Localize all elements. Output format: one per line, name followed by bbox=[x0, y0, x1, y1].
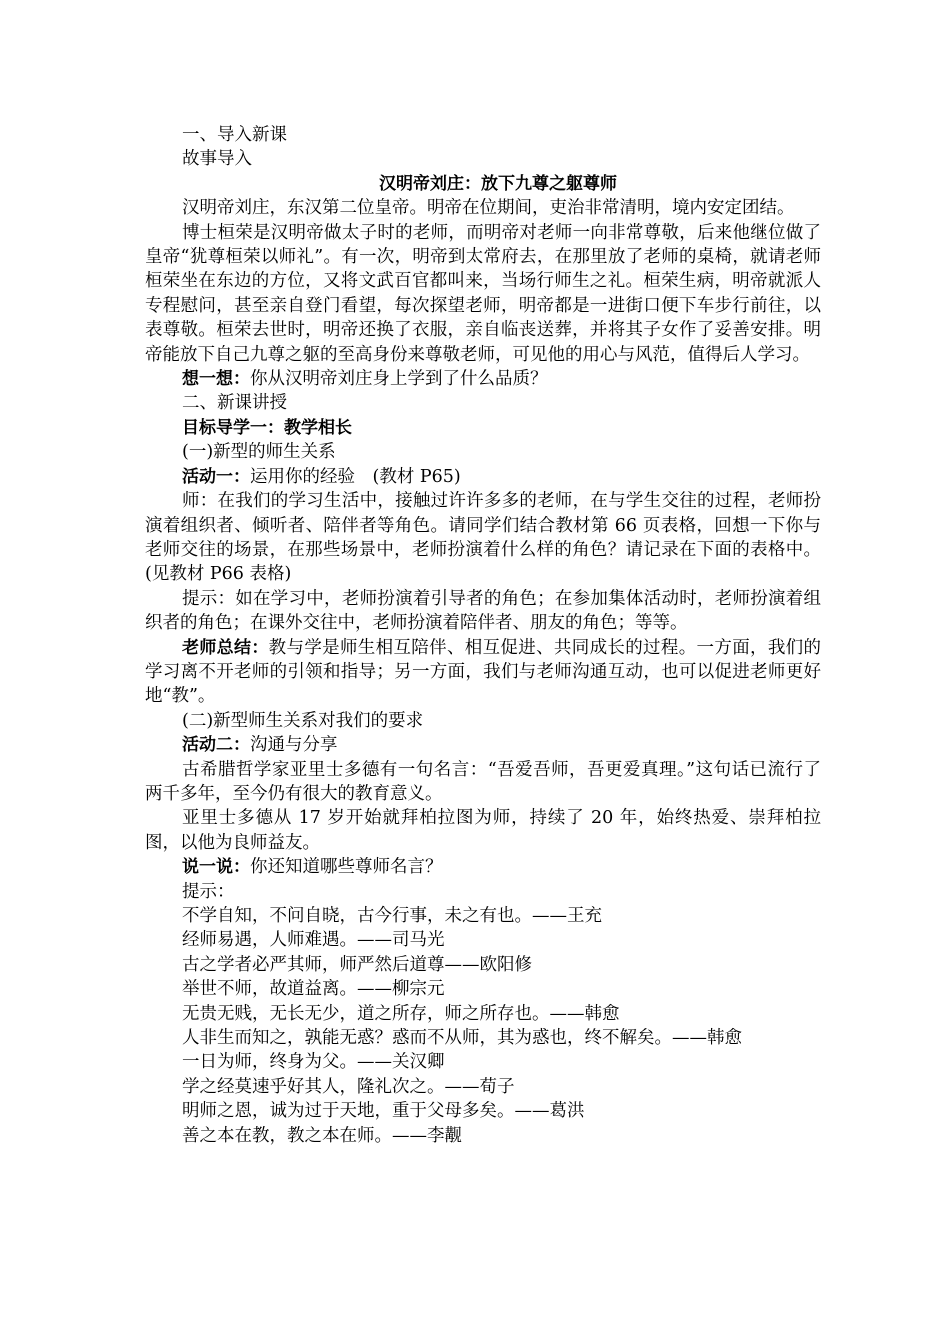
subsection-heading-2: (二)新型师生关系对我们的要求 bbox=[182, 710, 424, 731]
document-body bbox=[145, 123, 821, 1148]
quote-item: 古之学者必严其师，师严然后道尊——欧阳修 bbox=[182, 954, 532, 975]
activity-1 bbox=[145, 465, 821, 489]
aristotle-paragraph-2: 亚里士多德从 17 岁开始就拜柏拉图为师，持续了 20 年，始终热爱、崇拜柏拉图，以他为良师益友。 bbox=[145, 808, 821, 853]
quotes-hint-label: 提示： bbox=[182, 881, 235, 902]
quote-item: 不学自知，不问自晓，古今行事，未之有也。——王充 bbox=[182, 906, 602, 926]
say-label: 说一说： bbox=[182, 857, 250, 878]
section-heading-lesson: 二、新课讲授 bbox=[182, 393, 287, 414]
say-question bbox=[145, 855, 821, 879]
story-paragraph-2: 博士桓荣是汉明帝做太子时的老师，而明帝对老师一向非常尊敬，后来他继位做了皇帝“犹尊桓荣以师礼”。有一次，明帝到太常府去，在那里放了老师的桌椅，就请老师桓荣坐在东边的方位，又将文武百官都叫来，当场行师生之礼。桓荣生病，明帝就派人专程慰问，甚至亲自登门看望，每次探望老师，明帝都是一进街口便下车步行前往，以表尊敬。桓荣去世时，明帝还换了衣服，亲自临丧送葬，并将其子女作了妥善安排。明帝能放下自己九尊之躯的至高身份来尊敬老师，可见他的用心与风范，值得后人学习。 bbox=[145, 222, 821, 365]
story-title: 汉明帝刘庄：放下九尊之躯尊师 bbox=[379, 173, 617, 194]
activity-2-text: 沟通与分享 bbox=[250, 735, 338, 756]
aristotle-paragraph-1: 古希腊哲学家亚里士多德有一句名言：“吾爱吾师，吾更爱真理。”这句话已流行了两千多年，至今仍有很大的教育意义。 bbox=[145, 759, 821, 804]
quote-item: 人非生而知之，孰能无惑？惑而不从师，其为惑也，终不解矣。——韩愈 bbox=[182, 1028, 742, 1049]
activity-2-label: 活动二： bbox=[182, 735, 250, 756]
activity-1-label: 活动一： bbox=[182, 466, 250, 487]
quote-item: 无贵无贱，无长无少，道之所存，师之所存也。——韩愈 bbox=[182, 1003, 620, 1024]
subsection-heading-1: (一)新型的师生关系 bbox=[182, 442, 336, 463]
think-text: 你从汉明帝刘庄身上学到了什么品质？ bbox=[250, 369, 548, 390]
quote-item: 一日为师，终身为父。——关汉卿 bbox=[182, 1052, 445, 1073]
teacher-paragraph: 师：在我们的学习生活中，接触过许许多多的老师，在与学生交往的过程，老师扮演着组织者、倾听者、陪伴者等角色。请同学们结合教材第 66 页表格，回想一下你与老师交往的场景，在那些场景中，老师扮演着什么样的角色？请记录在下面的表格中。(见教材 P66 表格) bbox=[145, 491, 821, 585]
quote-item: 学之经莫速乎好其人，隆礼次之。——荀子 bbox=[182, 1076, 515, 1097]
quote-item: 经师易遇，人师难遇。——司马光 bbox=[182, 930, 445, 951]
activity-2 bbox=[145, 733, 821, 757]
say-text: 你还知道哪些尊师名言？ bbox=[250, 857, 443, 878]
think-question bbox=[145, 367, 821, 391]
section-heading-intro: 一、导入新课 bbox=[182, 125, 287, 145]
quote-item: 举世不师，故道益离。——柳宗元 bbox=[182, 979, 445, 1000]
think-label: 想一想： bbox=[182, 369, 250, 390]
teacher-summary-text: 教与学是师生相互陪伴、相互促进、共同成长的过程。一方面，我们的学习离不开老师的引领和指导；另一方面，我们与老师沟通互动，也可以促进老师更好地“教”。 bbox=[145, 637, 822, 707]
story-intro-label: 故事导入 bbox=[182, 149, 252, 170]
story-paragraph-1: 汉明帝刘庄，东汉第二位皇帝。明帝在位期间，吏治非常清明，境内安定团结。 bbox=[182, 198, 795, 219]
teacher-summary-label: 老师总结： bbox=[182, 637, 269, 658]
hint-paragraph: 提示：如在学习中，老师扮演着引导者的角色；在参加集体活动时，老师扮演着组织者的角色；在课外交往中，老师扮演着陪伴者、朋友的角色；等等。 bbox=[145, 588, 821, 634]
activity-1-text: 运用你的经验 (教材 P65) bbox=[250, 466, 461, 487]
goal-heading: 目标导学一：教学相长 bbox=[182, 417, 352, 438]
quote-item: 明师之恩，诚为过于天地，重于父母多矣。——葛洪 bbox=[182, 1101, 585, 1122]
quote-item: 善之本在教，教之本在师。——李觏 bbox=[182, 1125, 462, 1146]
teacher-summary bbox=[145, 636, 821, 709]
